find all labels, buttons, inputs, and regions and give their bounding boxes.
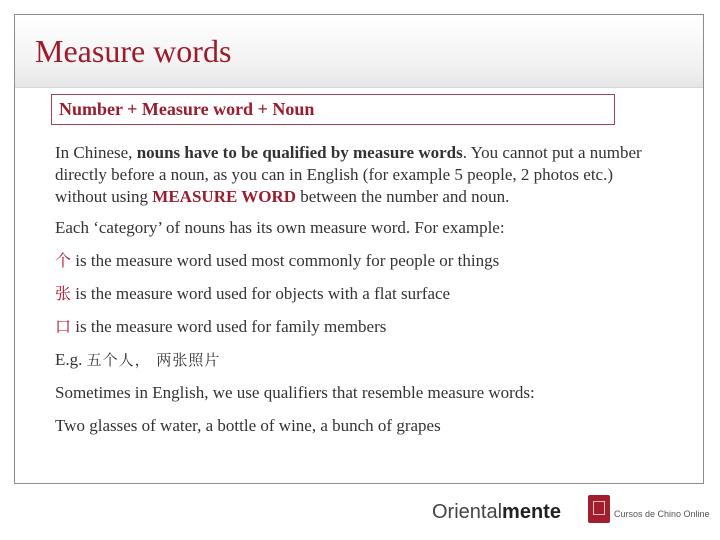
intro-measure-word: MEASURE WORD [152, 187, 297, 206]
body-text [55, 142, 655, 448]
intro-bold: nouns have to be qualified by measure words [136, 143, 463, 162]
measure-word-desc: is the measure word used most commonly for people or things [71, 251, 500, 270]
seal-icon [588, 495, 610, 523]
intro-paragraph [55, 142, 655, 208]
title-band [15, 15, 703, 88]
brand-name-light: Oriental [432, 501, 503, 523]
brand-tagline: Cursos de Chino Online [614, 509, 710, 519]
category-line: Each ‘category’ of nouns has its own measure word. For example: [55, 218, 505, 237]
brand-name-bold: mente [502, 501, 561, 523]
brand-logo [432, 495, 710, 529]
qualifiers-example: Two glasses of water, a bottle of wine, a bunch of grapes [55, 416, 441, 435]
example-chinese: 五个人， 两张照片 [86, 351, 221, 369]
measure-word-desc: is the measure word used for objects with a flat surface [71, 284, 451, 303]
measure-word-char: 个 [55, 251, 72, 270]
brand-name [432, 501, 561, 524]
intro-pre: In Chinese, [55, 143, 137, 162]
intro-mid: . You cannot put a number directly before a noun, as you can in English (for example 5 people, 2 photos etc.) without using [55, 143, 642, 206]
measure-word-desc: is the measure word used for family members [71, 317, 387, 336]
measure-word-line [55, 250, 655, 272]
example-line [55, 349, 655, 371]
measure-word-line [55, 316, 655, 338]
measure-word-char: 张 [55, 284, 72, 303]
slide-title: Measure words [35, 33, 232, 69]
example-label: E.g. [55, 350, 87, 369]
formula-box [51, 94, 615, 125]
intro-post: between the number and noun. [296, 187, 510, 206]
qualifiers-line: Sometimes in English, we use qualifiers that resemble measure words: [55, 383, 535, 402]
measure-word-char: 口 [55, 317, 72, 336]
formula-text: Number + Measure word + Noun [59, 99, 315, 119]
measure-word-line [55, 283, 655, 305]
